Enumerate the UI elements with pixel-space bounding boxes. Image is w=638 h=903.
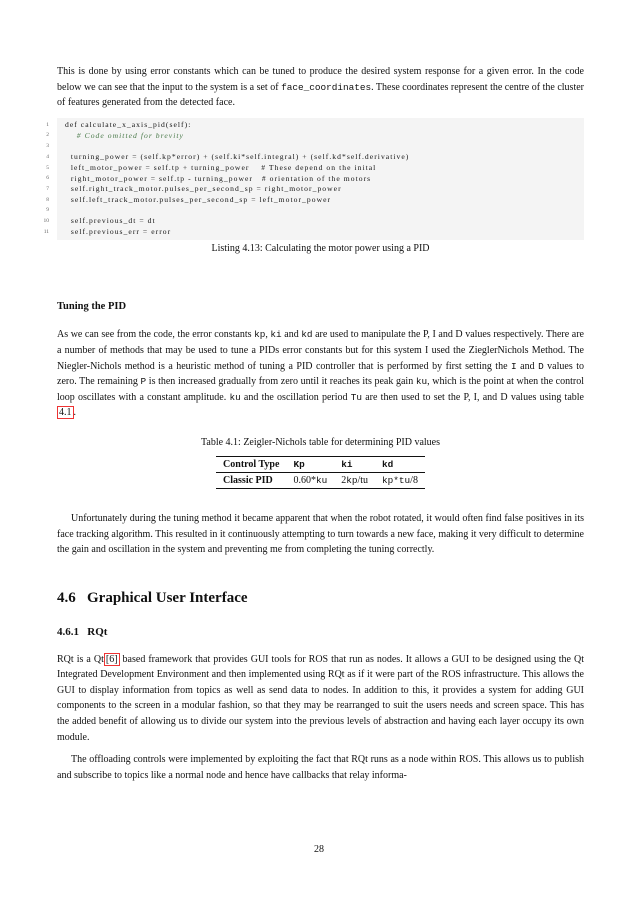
ziegler-nichols-table (216, 456, 425, 489)
line-number: 11 (43, 228, 49, 235)
code-line (46, 141, 584, 152)
code-text: # Code omitted for brevity (65, 130, 184, 140)
code-text: right_motor_power = self.tp - turning_power # orientation of the motors (65, 173, 372, 183)
code-text: def calculate_x_axis_pid(self): (65, 120, 192, 130)
line-number: 3 (46, 143, 49, 150)
code-line (46, 130, 584, 141)
code-line (46, 163, 584, 174)
section-heading: 4.6 Graphical User Interface (57, 589, 248, 606)
code-text: self.left_track_motor.pulses_per_second_sp = left_motor_power (65, 195, 332, 205)
cell-control-type: Classic PID (216, 472, 286, 488)
code-text: left_motor_power = self.tp + turning_power # These depend on the inital (65, 163, 377, 173)
listing-caption: Listing 4.13: Calculating the motor power using a PID (211, 243, 430, 255)
cell-ki: 2kp/tu (334, 472, 375, 488)
header-kp: Kp (286, 456, 334, 472)
code-text: self.previous_err = error (65, 227, 172, 237)
code-line (46, 205, 584, 216)
table-header-row (216, 456, 425, 472)
line-number: 2 (46, 132, 49, 139)
line-number: 7 (46, 185, 49, 192)
offloading-paragraph: The offloading controls were implemented by exploiting the fact that RQt runs as a node within ROS. This allows us to publish and subscribe to topics like a normal node and hence have callbacks that relay informa- (57, 754, 584, 781)
tuning-heading: Tuning the PID (57, 301, 127, 313)
rqt-paragraph: RQt is a Qt [6] based framework that provides GUI tools for ROS that run as nodes. It allows a GUI to be designed using the Qt Integrated Development Environment and then implemented using RQt as if it were part of the ROS infrastructure. This allows the GUI to display information from topics as well as send data to nodes. In addition to this, it provides a system for adding GUI components to the screen in a modular fashion, so that they may be rearranged to suit the users needs and screen space. This has the added benefit of allowing us to divide our system into the previous levels of abstraction and having each layer occupy its own module. (57, 653, 585, 743)
code-line (46, 152, 584, 163)
header-ki: ki (334, 456, 375, 472)
code-text: self.previous_dt = dt (65, 216, 156, 226)
line-number: 10 (43, 217, 49, 224)
header-kd: kd (375, 456, 425, 472)
inline-code-term: face_coordinates (281, 81, 372, 93)
page-content (43, 64, 585, 783)
line-number: 4 (46, 153, 49, 160)
code-line (46, 184, 584, 195)
code-line (43, 216, 584, 227)
tuning-paragraph-2: Unfortunately during the tuning method it became apparent that when the robot rotated, it would often find false positives in its face tracking algorithm. This resulted in it continuously attempting to turn towards a new face, making it very difficult to determine the gain and oscillation in the system and preventing me from completing the tuning correctly. (57, 512, 584, 556)
cell-kd: kp*tu/8 (375, 472, 425, 488)
code-line (46, 120, 584, 131)
citation-link[interactable]: [6] (105, 653, 118, 665)
intro-paragraph: This is done by using error constants which can be tuned to produce the desired system response for a given error. In the code below we can see that the input to the system is a set of face_coordinates. These coordinates represent the centre of the cluster of features generated from the detected face. (57, 66, 584, 109)
line-number: 8 (46, 196, 49, 203)
code-line (46, 195, 584, 206)
table-row (216, 472, 425, 488)
table-reference-link[interactable]: 4.1 (59, 407, 72, 419)
table-caption: Table 4.1: Zeigler-Nichols table for determining PID values (200, 436, 441, 448)
page-number: 28 (314, 844, 324, 855)
cell-kp: 0.60*ku (286, 472, 334, 488)
line-number: 9 (46, 207, 49, 214)
tuning-paragraph: As we can see from the code, the error constants kp, ki and kd are used to manipulate the P, I and D values respectively. There are a number of methods that may be used to tune a PIDs error constants but for this system I used the ZieglerNichols Method. The Niegler-Nichols method is a heuristic method of tuning a PID controller that is performed by first setting the I and D values to zero. The remaining P is then increased gradually from zero until it reaches its peak gain ku, which is the point at when the control loop oscillates with a constant amplitude. ku and the oscillation period Tu are then used to set the P, I, and D values using table 4.1 . (57, 329, 584, 419)
header-control-type: Control Type (216, 456, 286, 472)
code-text: turning_power = (self.kp*error) + (self.ki*self.integral) + (self.kd*self.derivative) (65, 152, 410, 162)
code-line (43, 227, 584, 238)
code-text: self.right_track_motor.pulses_per_second_sp = right_motor_power (65, 184, 342, 194)
subsection-heading: 4.6.1 RQt (57, 625, 108, 638)
line-number: 6 (46, 175, 49, 182)
line-number: 5 (46, 164, 49, 171)
line-number: 1 (46, 121, 49, 128)
code-line (46, 173, 584, 184)
code-listing (43, 118, 584, 241)
